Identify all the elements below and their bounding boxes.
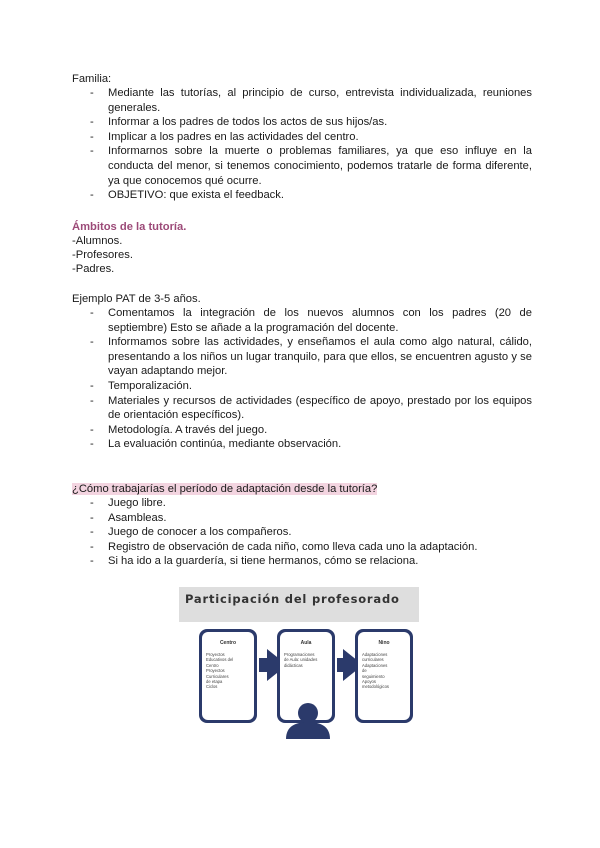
figure-box-nino [355, 629, 413, 723]
ejemplo-label: Ejemplo PAT de 3-5 años. [72, 293, 201, 305]
list-item: - Implicar a los padres en las actividades del centro. [72, 130, 532, 145]
ambitos-line: -Alumnos. [72, 235, 123, 247]
list-item: - La evaluación continúa, mediante observación. [72, 437, 532, 452]
box-text: Proyectos Educativos del Centro Proyectos Curriculares de etapa Ciclos [206, 652, 234, 690]
figure-title-bar [179, 587, 419, 622]
adaptacion-list [72, 496, 532, 569]
ambitos-line: -Padres. [72, 263, 115, 275]
figure-box-centro [199, 629, 257, 723]
ejemplo-list [72, 306, 532, 452]
list-item: - Metodología. A través del juego. [72, 423, 532, 438]
figure-title: Participación del profesorado [185, 592, 400, 606]
list-item: - Comentamos la integración de los nuevos alumnos con los padres (20 de septiembre) Esto se añade a la programación del docente. [72, 306, 532, 335]
familia-label: Familia: [72, 73, 112, 85]
box-title: Nino [378, 640, 390, 646]
highlighted-question: ¿Cómo trabajarías el período de adaptación desde la tutoría? [72, 483, 378, 495]
list-item: - Informamos sobre las actividades, y enseñamos el aula como algo natural, cálido, presentando a los niños un lugar tranquilo, para que ellos, se encuentren agusto y se vayan adaptando mejor. [72, 335, 532, 379]
participacion-figure [179, 587, 419, 739]
person-icon [283, 699, 333, 739]
list-item: - Materiales y recursos de actividades (específico de apoyo, prestado por los equipos de orientación específicos). [72, 394, 532, 423]
adaptacion-question [72, 482, 532, 497]
familia-list [72, 86, 532, 203]
box-title: Centro [219, 640, 237, 646]
list-item: - Asambleas. [72, 511, 532, 526]
list-item: - Temporalización. [72, 379, 532, 394]
list-item: - Si ha ido a la guardería, si tiene hermanos, cómo se relaciona. [72, 554, 532, 569]
box-text: Programaciones de Aula: unidades didácticas [284, 652, 318, 668]
box-text: Adaptaciones curriculares Adaptaciones de seguimiento Apoyos metodológicos [362, 652, 390, 690]
list-item: - Informar a los padres de todos los actos de sus hijos/as. [72, 115, 532, 130]
list-item: - Registro de observación de cada niño, como lleva cada uno la adaptación. [72, 540, 532, 555]
box-title: Aula [300, 640, 312, 646]
list-item: - Juego libre. [72, 496, 532, 511]
ambitos-heading: Ámbitos de la tutoría. [72, 221, 187, 233]
list-item: - Juego de conocer a los compañeros. [72, 525, 532, 540]
ambitos-line: -Profesores. [72, 249, 133, 261]
list-item: - Informarnos sobre la muerte o problemas familiares, ya que eso influye en la conducta del menor, si tenemos conocimiento, podemos tratarle de forma diferente, ya que conocemos qué ocurre. [72, 144, 532, 188]
list-item: - Mediante las tutorías, al principio de curso, entrevista individualizada, reuniones generales. [72, 86, 532, 115]
list-item: - OBJETIVO: que exista el feedback. [72, 188, 532, 203]
